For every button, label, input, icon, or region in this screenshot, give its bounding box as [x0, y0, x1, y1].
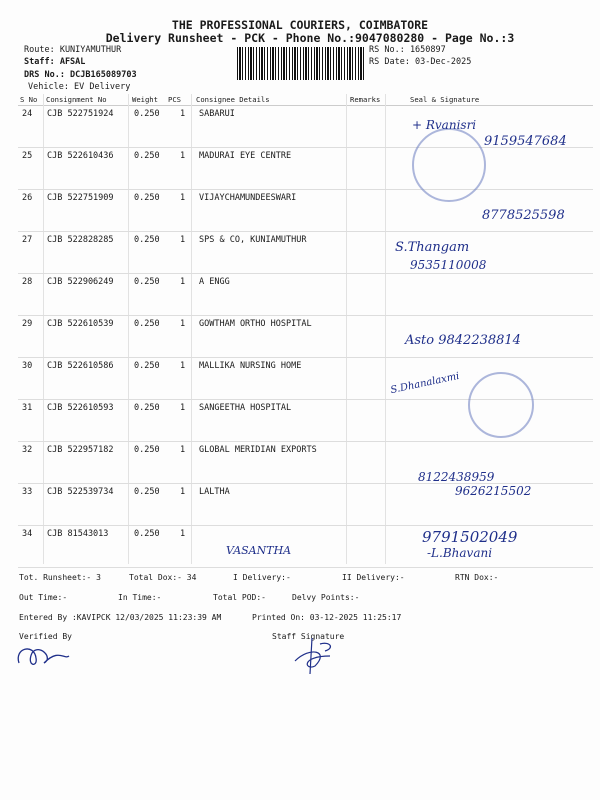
consignee-name: LALTHA: [199, 487, 230, 497]
pieces: 1: [180, 487, 186, 497]
consignment-number: CJB 522610586: [47, 361, 114, 371]
delvy-points: Delvy Points:-: [292, 593, 360, 602]
consignment-number: CJB 522957182: [47, 445, 114, 455]
verifier-signature-icon: [14, 638, 74, 670]
col-weight: Weight: [132, 95, 158, 104]
consignee-name: SANGEETHA HOSPITAL: [199, 403, 292, 413]
consignee-name: A ENGG: [199, 277, 230, 287]
seal-stamp: [468, 372, 534, 438]
consignee-name: GLOBAL MERIDIAN EXPORTS: [199, 445, 317, 455]
handwriting: 8778525598: [482, 208, 565, 223]
col-seal: Seal & Signature: [410, 95, 480, 104]
vehicle: Vehicle: EV Delivery: [28, 82, 131, 92]
rs-number: RS No.: 1650897: [369, 45, 446, 55]
pieces: 1: [180, 193, 186, 203]
pieces: 1: [180, 235, 186, 245]
consignment-number: CJB 522751909: [47, 193, 114, 203]
weight: 0.250: [134, 235, 160, 245]
weight: 0.250: [134, 403, 160, 413]
consignment-number: CJB 81543013: [47, 529, 109, 539]
pieces: 1: [180, 319, 186, 329]
consignment-number: CJB 522610436: [47, 151, 114, 161]
barcode: [237, 47, 365, 80]
out-time: Out Time:-: [19, 593, 68, 602]
weight: 0.250: [134, 487, 160, 497]
handwriting: 9535110008: [410, 258, 487, 272]
handwriting: 8122438959: [418, 470, 495, 484]
handwriting: S.Thangam: [395, 240, 470, 255]
entered-by: Entered By :KAVIPCK 12/03/2025 11:23:39 AM: [19, 613, 222, 622]
rtn-dox: RTN Dox:-: [455, 573, 499, 582]
consignee-name: VIJAYCHAMUNDEESWARI: [199, 193, 297, 203]
handwriting: 9626215502: [455, 484, 532, 498]
serial-number: 25: [22, 151, 33, 161]
handwriting: + Rvanisri: [412, 118, 477, 132]
in-time: In Time:-: [118, 593, 162, 602]
serial-number: 24: [22, 109, 33, 119]
handwriting: 9159547684: [484, 134, 567, 149]
pieces: 1: [180, 109, 186, 119]
serial-number: 30: [22, 361, 33, 371]
col-sno: S No: [20, 95, 38, 104]
staff-signature: Staff Signature: [272, 632, 345, 641]
company-title: THE PROFESSIONAL COURIERS, COIMBATORE: [171, 18, 429, 32]
weight: 0.250: [134, 109, 160, 119]
consignee-name: GOWTHAM ORTHO HOSPITAL: [199, 319, 312, 329]
runsheet-subtitle: Delivery Runsheet - PCK - Phone No.:9047080280 - Page No.:3: [105, 31, 515, 45]
pieces: 1: [180, 151, 186, 161]
ii-delivery: II Delivery:-: [342, 573, 405, 582]
weight: 0.250: [134, 151, 160, 161]
rs-date: RS Date: 03-Dec-2025: [369, 57, 472, 67]
pieces: 1: [180, 277, 186, 287]
consignment-number: CJB 522610539: [47, 319, 114, 329]
consignee-name: MALLIKA NURSING HOME: [199, 361, 302, 371]
serial-number: 32: [22, 445, 33, 455]
consignment-number: CJB 522539734: [47, 487, 114, 497]
consignment-number: CJB 522610593: [47, 403, 114, 413]
pieces: 1: [180, 403, 186, 413]
verified-by: Verified By: [19, 632, 72, 641]
handwriting: Asto 9842238814: [405, 333, 521, 348]
serial-number: 34: [22, 529, 33, 539]
handwriting: 9791502049: [422, 528, 518, 546]
handwriting: -L.Bhavani: [427, 546, 493, 560]
table-row: [18, 147, 593, 190]
col-remarks: Remarks: [350, 95, 381, 104]
pieces: 1: [180, 529, 186, 539]
serial-number: 28: [22, 277, 33, 287]
col-pcs: PCS: [168, 95, 181, 104]
seal-stamp: [412, 128, 486, 202]
col-consignee: Consignee Details: [196, 95, 270, 104]
weight: 0.250: [134, 445, 160, 455]
consignment-number: CJB 522751924: [47, 109, 114, 119]
serial-number: 31: [22, 403, 33, 413]
tot-runsheet: Tot. Runsheet:- 3: [19, 573, 101, 582]
table-row: [18, 231, 593, 274]
pieces: 1: [180, 445, 186, 455]
handwriting: S.Dhanalaxmi: [389, 370, 461, 397]
weight: 0.250: [134, 277, 160, 287]
staff: Staff: AFSAL: [24, 57, 86, 67]
staff-signature-icon: [290, 636, 340, 676]
handwriting: VASANTHA: [226, 544, 292, 557]
consignee-name: SPS & CO, KUNIAMUTHUR: [199, 235, 307, 245]
pieces: 1: [180, 361, 186, 371]
consignee-name: MADURAI EYE CENTRE: [199, 151, 292, 161]
weight: 0.250: [134, 529, 160, 539]
consignment-number: CJB 522828285: [47, 235, 114, 245]
serial-number: 29: [22, 319, 33, 329]
weight: 0.250: [134, 319, 160, 329]
table-row: [18, 273, 593, 316]
col-consignment: Consignment No: [46, 95, 107, 104]
total-dox: Total Dox:- 34: [129, 573, 197, 582]
consignee-name: SABARUI: [199, 109, 235, 119]
weight: 0.250: [134, 193, 160, 203]
drs-number: DRS No.: DCJB165089703: [24, 70, 137, 80]
serial-number: 27: [22, 235, 33, 245]
consignment-number: CJB 522906249: [47, 277, 114, 287]
total-pod: Total POD:-: [213, 593, 266, 602]
serial-number: 26: [22, 193, 33, 203]
printed-on: Printed On: 03-12-2025 11:25:17: [252, 613, 402, 622]
i-delivery: I Delivery:-: [233, 573, 291, 582]
table-row: [18, 441, 593, 484]
weight: 0.250: [134, 361, 160, 371]
route: Route: KUNIYAMUTHUR: [24, 45, 122, 55]
serial-number: 33: [22, 487, 33, 497]
